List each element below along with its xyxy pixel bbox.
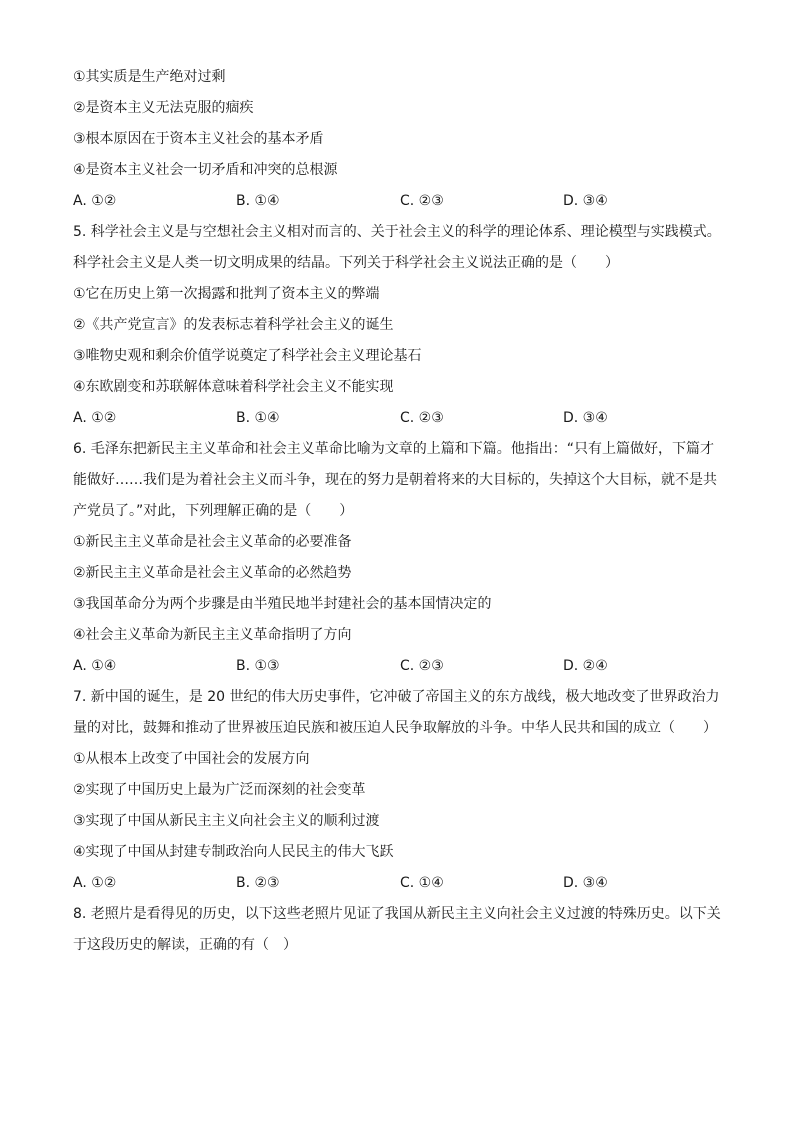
q7-stem-line-2: 量的对比，鼓舞和推动了世界被压迫民族和被压迫人民争取解放的斗争。中华人民共和国的成立（ ）: [73, 720, 717, 736]
q4-option-b: B. ①④: [236, 193, 280, 209]
q6-option-c: C. ②③: [400, 658, 444, 674]
q4-option-d: D. ③④: [563, 193, 608, 209]
q6-stem-line-1: 6. 毛泽东把新民主主义革命和社会主义革命比喻为文章的上篇和下篇。他指出：“只有上篇做好，下篇才: [73, 441, 715, 457]
q6-stem-line-2: 能做好……我们是为着社会主义而斗争，现在的努力是朝着将来的大目标的，失掉这个大目标，就不是共: [73, 472, 717, 488]
q4-item-4: ④是资本主义社会一切矛盾和冲突的总根源: [73, 162, 338, 178]
q6-option-b: B. ①③: [236, 658, 280, 674]
q5-stem-line-2: 科学社会主义是人类一切文明成果的结晶。下列关于科学社会主义说法正确的是（ ）: [73, 255, 619, 271]
q4-option-a: A. ①②: [73, 193, 117, 209]
q7-item-4: ④实现了中国从封建专制政治向人民民主的伟大飞跃: [73, 844, 394, 860]
q6-item-4: ④社会主义革命为新民主主义革命指明了方向: [73, 627, 352, 643]
q6-options: [73, 651, 723, 682]
q8-stem-line-1: 8. 老照片是看得见的历史，以下这些老照片见证了我国从新民主主义向社会主义过渡的特殊历史。以下关: [73, 906, 721, 922]
q7-options: [73, 868, 723, 899]
q7-item-3: ③实现了中国从新民主主义向社会主义的顺利过渡: [73, 813, 380, 829]
q5-option-b: B. ①④: [236, 410, 280, 426]
q5-option-c: C. ②③: [400, 410, 444, 426]
q6-item-1: ①新民主主义革命是社会主义革命的必要准备: [73, 534, 352, 550]
q4-item-2: ②是资本主义无法克服的痼疾: [73, 100, 254, 116]
q5-item-3: ③唯物史观和剩余价值学说奠定了科学社会主义理论基石: [73, 348, 422, 364]
q5-item-2: ②《共产党宣言》的发表标志着科学社会主义的诞生: [73, 317, 394, 333]
q5-option-d: D. ③④: [563, 410, 608, 426]
q7-option-a: A. ①②: [73, 875, 117, 891]
q7-item-1: ①从根本上改变了中国社会的发展方向: [73, 751, 310, 767]
q7-item-2: ②实现了中国历史上最为广泛而深刻的社会变革: [73, 782, 366, 798]
q5-option-a: A. ①②: [73, 410, 117, 426]
q4-item-1: ①其实质是生产绝对过剩: [73, 69, 226, 85]
q6-stem-line-3: 产党员了。”对此，下列理解正确的是（ ）: [73, 503, 354, 519]
question-8: [73, 899, 723, 961]
q4-item-3: ③根本原因在于资本主义社会的基本矛盾: [73, 131, 324, 147]
q5-item-4: ④东欧剧变和苏联解体意味着科学社会主义不能实现: [73, 379, 394, 395]
question-4: [73, 62, 723, 217]
q6-option-d: D. ②④: [563, 658, 608, 674]
exam-page: [73, 62, 723, 961]
q6-item-3: ③我国革命分为两个步骤是由半殖民地半封建社会的基本国情决定的: [73, 596, 492, 612]
q8-stem-line-2: 于这段历史的解读，正确的有（ ）: [73, 937, 297, 953]
q5-options: [73, 403, 723, 434]
q4-option-c: C. ②③: [400, 193, 444, 209]
q6-item-2: ②新民主主义革命是社会主义革命的必然趋势: [73, 565, 352, 581]
q4-options: [73, 186, 723, 217]
q7-option-d: D. ③④: [563, 875, 608, 891]
q5-item-1: ①它在历史上第一次揭露和批判了资本主义的弊端: [73, 286, 380, 302]
q6-option-a: A. ①④: [73, 658, 117, 674]
q7-stem-line-1: 7. 新中国的诞生，是 20 世纪的伟大历史事件，它冲破了帝国主义的东方战线，极大地改变了世界政治力: [73, 689, 720, 705]
question-7: [73, 682, 723, 899]
q5-stem-line-1: 5. 科学社会主义是与空想社会主义相对而言的、关于社会主义的科学的理论体系、理论模型与实践模式。: [73, 224, 721, 240]
question-5: [73, 217, 723, 434]
question-6: [73, 434, 723, 682]
q7-option-c: C. ①④: [400, 875, 444, 891]
q7-option-b: B. ②③: [236, 875, 280, 891]
